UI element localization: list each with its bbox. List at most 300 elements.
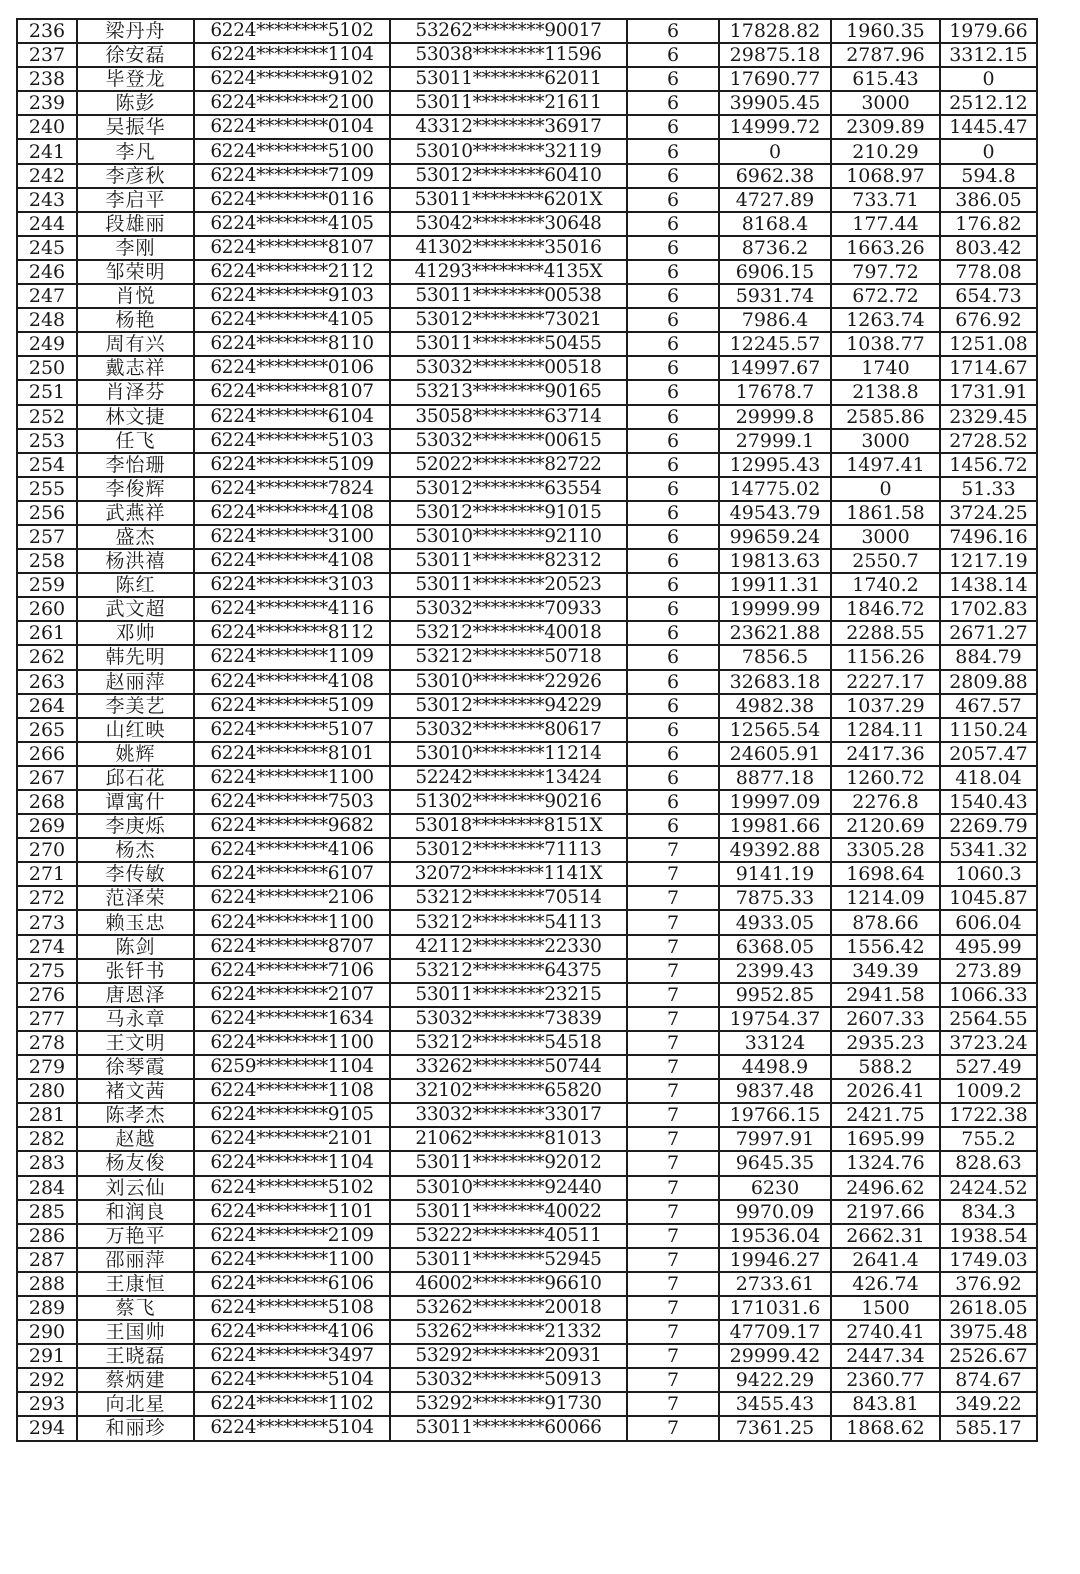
amount-c-cell: 386.05 xyxy=(940,188,1037,212)
group-cell: 6 xyxy=(627,645,719,669)
name-cell: 王康恒 xyxy=(77,1272,194,1296)
name-cell: 李凡 xyxy=(77,139,194,163)
bank-card-cell: 6224********1100 xyxy=(194,1031,390,1055)
amount-c-cell: 418.04 xyxy=(940,766,1037,790)
table-row xyxy=(17,1055,1037,1079)
amount-b-cell: 1497.41 xyxy=(831,453,940,477)
amount-b-cell: 1740 xyxy=(831,356,940,380)
table-row xyxy=(17,1176,1037,1200)
bank-card-cell: 6224********4106 xyxy=(194,1320,390,1344)
name-cell: 徐琴霞 xyxy=(77,1055,194,1079)
group-cell: 7 xyxy=(627,1079,719,1103)
group-cell: 6 xyxy=(627,43,719,67)
group-cell: 7 xyxy=(627,1296,719,1320)
id-number-cell: 41293********4135X xyxy=(390,260,627,284)
amount-a-cell: 19536.04 xyxy=(719,1224,831,1248)
group-cell: 6 xyxy=(627,742,719,766)
amount-c-cell: 1979.66 xyxy=(940,19,1037,43)
amount-c-cell: 0 xyxy=(940,67,1037,91)
table-row xyxy=(17,43,1037,67)
table-row xyxy=(17,236,1037,260)
bank-card-cell: 6224********2106 xyxy=(194,886,390,910)
id-number-cell: 53010********32119 xyxy=(390,139,627,163)
row-number-cell: 268 xyxy=(17,790,77,814)
table-row xyxy=(17,525,1037,549)
amount-a-cell: 27999.1 xyxy=(719,429,831,453)
amount-a-cell: 14999.72 xyxy=(719,115,831,139)
id-number-cell: 53032********73839 xyxy=(390,1007,627,1031)
amount-a-cell: 19813.63 xyxy=(719,549,831,573)
table-row xyxy=(17,742,1037,766)
amount-b-cell: 2641.4 xyxy=(831,1248,940,1272)
bank-card-cell: 6224********1104 xyxy=(194,1151,390,1175)
id-number-cell: 53032********00518 xyxy=(390,356,627,380)
amount-b-cell: 3305.28 xyxy=(831,838,940,862)
amount-b-cell: 1263.74 xyxy=(831,308,940,332)
amount-a-cell: 49543.79 xyxy=(719,501,831,525)
id-number-cell: 53032********80617 xyxy=(390,718,627,742)
amount-c-cell: 1722.38 xyxy=(940,1103,1037,1127)
group-cell: 6 xyxy=(627,19,719,43)
group-cell: 6 xyxy=(627,549,719,573)
amount-c-cell: 376.92 xyxy=(940,1272,1037,1296)
group-cell: 7 xyxy=(627,1103,719,1127)
name-cell: 盛杰 xyxy=(77,525,194,549)
bank-card-cell: 6224********4105 xyxy=(194,212,390,236)
bank-card-cell: 6224********5102 xyxy=(194,19,390,43)
id-number-cell: 32102********65820 xyxy=(390,1079,627,1103)
group-cell: 7 xyxy=(627,959,719,983)
amount-a-cell: 19766.15 xyxy=(719,1103,831,1127)
name-cell: 蔡炳建 xyxy=(77,1368,194,1392)
amount-b-cell: 349.39 xyxy=(831,959,940,983)
group-cell: 6 xyxy=(627,212,719,236)
name-cell: 周有兴 xyxy=(77,332,194,356)
amount-b-cell: 2607.33 xyxy=(831,1007,940,1031)
amount-a-cell: 6230 xyxy=(719,1176,831,1200)
row-number-cell: 262 xyxy=(17,645,77,669)
amount-b-cell: 2276.8 xyxy=(831,790,940,814)
amount-b-cell: 615.43 xyxy=(831,67,940,91)
bank-card-cell: 6224********8110 xyxy=(194,332,390,356)
table-row xyxy=(17,1416,1037,1440)
row-number-cell: 265 xyxy=(17,718,77,742)
bank-card-cell: 6224********1100 xyxy=(194,1248,390,1272)
amount-c-cell: 778.08 xyxy=(940,260,1037,284)
id-number-cell: 53010********92110 xyxy=(390,525,627,549)
row-number-cell: 243 xyxy=(17,188,77,212)
table-row xyxy=(17,212,1037,236)
id-number-cell: 53262********21332 xyxy=(390,1320,627,1344)
name-cell: 唐恩泽 xyxy=(77,983,194,1007)
row-number-cell: 291 xyxy=(17,1344,77,1368)
name-cell: 王晓磊 xyxy=(77,1344,194,1368)
amount-c-cell: 1702.83 xyxy=(940,597,1037,621)
group-cell: 6 xyxy=(627,67,719,91)
group-cell: 6 xyxy=(627,429,719,453)
table-row xyxy=(17,260,1037,284)
group-cell: 7 xyxy=(627,862,719,886)
name-cell: 褚文茜 xyxy=(77,1079,194,1103)
row-number-cell: 279 xyxy=(17,1055,77,1079)
id-number-cell: 53010********92440 xyxy=(390,1176,627,1200)
amount-a-cell: 6906.15 xyxy=(719,260,831,284)
amount-a-cell: 0 xyxy=(719,139,831,163)
row-number-cell: 245 xyxy=(17,236,77,260)
id-number-cell: 33032********33017 xyxy=(390,1103,627,1127)
id-number-cell: 35058********63714 xyxy=(390,405,627,429)
id-number-cell: 52242********13424 xyxy=(390,766,627,790)
id-number-cell: 53011********60066 xyxy=(390,1416,627,1440)
amount-a-cell: 7986.4 xyxy=(719,308,831,332)
table-row xyxy=(17,164,1037,188)
bank-card-cell: 6224********5108 xyxy=(194,1296,390,1320)
amount-a-cell: 8736.2 xyxy=(719,236,831,260)
group-cell: 7 xyxy=(627,1031,719,1055)
name-cell: 杨杰 xyxy=(77,838,194,862)
amount-c-cell: 3724.25 xyxy=(940,501,1037,525)
name-cell: 徐安磊 xyxy=(77,43,194,67)
table-row xyxy=(17,1320,1037,1344)
amount-c-cell: 51.33 xyxy=(940,477,1037,501)
id-number-cell: 41302********35016 xyxy=(390,236,627,260)
amount-c-cell: 1066.33 xyxy=(940,983,1037,1007)
table-row xyxy=(17,814,1037,838)
id-number-cell: 53012********71113 xyxy=(390,838,627,862)
amount-c-cell: 273.89 xyxy=(940,959,1037,983)
row-number-cell: 257 xyxy=(17,525,77,549)
amount-b-cell: 1214.09 xyxy=(831,886,940,910)
bank-card-cell: 6224********1634 xyxy=(194,1007,390,1031)
group-cell: 7 xyxy=(627,1368,719,1392)
amount-b-cell: 2138.8 xyxy=(831,380,940,404)
data-table xyxy=(16,18,1038,1442)
amount-a-cell: 19946.27 xyxy=(719,1248,831,1272)
row-number-cell: 293 xyxy=(17,1392,77,1416)
id-number-cell: 53018********8151X xyxy=(390,814,627,838)
amount-c-cell: 1060.3 xyxy=(940,862,1037,886)
bank-card-cell: 6224********5107 xyxy=(194,718,390,742)
group-cell: 7 xyxy=(627,1416,719,1440)
id-number-cell: 53011********23215 xyxy=(390,983,627,1007)
table-row xyxy=(17,766,1037,790)
bank-card-cell: 6224********5109 xyxy=(194,694,390,718)
table-row xyxy=(17,549,1037,573)
amount-a-cell: 8877.18 xyxy=(719,766,831,790)
id-number-cell: 53012********91015 xyxy=(390,501,627,525)
group-cell: 7 xyxy=(627,1248,719,1272)
amount-c-cell: 585.17 xyxy=(940,1416,1037,1440)
amount-a-cell: 19997.09 xyxy=(719,790,831,814)
row-number-cell: 252 xyxy=(17,405,77,429)
bank-card-cell: 6224********2107 xyxy=(194,983,390,1007)
bank-card-cell: 6224********1100 xyxy=(194,910,390,934)
id-number-cell: 53032********50913 xyxy=(390,1368,627,1392)
name-cell: 杨洪禧 xyxy=(77,549,194,573)
table-row xyxy=(17,886,1037,910)
row-number-cell: 249 xyxy=(17,332,77,356)
row-number-cell: 282 xyxy=(17,1127,77,1151)
amount-b-cell: 1663.26 xyxy=(831,236,940,260)
row-number-cell: 292 xyxy=(17,1368,77,1392)
row-number-cell: 237 xyxy=(17,43,77,67)
amount-a-cell: 49392.88 xyxy=(719,838,831,862)
amount-a-cell: 4982.38 xyxy=(719,694,831,718)
amount-c-cell: 1749.03 xyxy=(940,1248,1037,1272)
name-cell: 陈孝杰 xyxy=(77,1103,194,1127)
table-row xyxy=(17,1392,1037,1416)
row-number-cell: 242 xyxy=(17,164,77,188)
row-number-cell: 236 xyxy=(17,19,77,43)
table-row xyxy=(17,1368,1037,1392)
id-number-cell: 52022********82722 xyxy=(390,453,627,477)
group-cell: 6 xyxy=(627,814,719,838)
group-cell: 7 xyxy=(627,1055,719,1079)
id-number-cell: 53011********50455 xyxy=(390,332,627,356)
amount-b-cell: 210.29 xyxy=(831,139,940,163)
name-cell: 陈红 xyxy=(77,573,194,597)
amount-b-cell: 1556.42 xyxy=(831,935,940,959)
amount-c-cell: 1731.91 xyxy=(940,380,1037,404)
group-cell: 6 xyxy=(627,139,719,163)
row-number-cell: 241 xyxy=(17,139,77,163)
table-row xyxy=(17,67,1037,91)
amount-b-cell: 2550.7 xyxy=(831,549,940,573)
id-number-cell: 53011********92012 xyxy=(390,1151,627,1175)
amount-a-cell: 6368.05 xyxy=(719,935,831,959)
amount-a-cell: 5931.74 xyxy=(719,284,831,308)
id-number-cell: 53212********40018 xyxy=(390,621,627,645)
table-row xyxy=(17,284,1037,308)
amount-c-cell: 495.99 xyxy=(940,935,1037,959)
id-number-cell: 32072********1141X xyxy=(390,862,627,886)
name-cell: 赵越 xyxy=(77,1127,194,1151)
group-cell: 7 xyxy=(627,1320,719,1344)
id-number-cell: 53011********00538 xyxy=(390,284,627,308)
bank-card-cell: 6224********5104 xyxy=(194,1416,390,1440)
table-row xyxy=(17,790,1037,814)
table-row xyxy=(17,453,1037,477)
amount-c-cell: 7496.16 xyxy=(940,525,1037,549)
amount-b-cell: 426.74 xyxy=(831,1272,940,1296)
id-number-cell: 53012********73021 xyxy=(390,308,627,332)
amount-a-cell: 12565.54 xyxy=(719,718,831,742)
amount-b-cell: 1695.99 xyxy=(831,1127,940,1151)
bank-card-cell: 6224********4105 xyxy=(194,308,390,332)
amount-a-cell: 12245.57 xyxy=(719,332,831,356)
amount-c-cell: 3723.24 xyxy=(940,1031,1037,1055)
table-row xyxy=(17,1248,1037,1272)
amount-c-cell: 0 xyxy=(940,139,1037,163)
amount-c-cell: 176.82 xyxy=(940,212,1037,236)
table-row xyxy=(17,1272,1037,1296)
amount-b-cell: 1500 xyxy=(831,1296,940,1320)
bank-card-cell: 6224********7106 xyxy=(194,959,390,983)
bank-card-cell: 6224********0104 xyxy=(194,115,390,139)
bank-card-cell: 6224********1101 xyxy=(194,1200,390,1224)
amount-b-cell: 2496.62 xyxy=(831,1176,940,1200)
name-cell: 肖泽芬 xyxy=(77,380,194,404)
table-row xyxy=(17,429,1037,453)
table-row xyxy=(17,838,1037,862)
name-cell: 李怡珊 xyxy=(77,453,194,477)
row-number-cell: 276 xyxy=(17,983,77,1007)
row-number-cell: 248 xyxy=(17,308,77,332)
id-number-cell: 53011********62011 xyxy=(390,67,627,91)
bank-card-cell: 6224********2101 xyxy=(194,1127,390,1151)
group-cell: 7 xyxy=(627,1176,719,1200)
amount-c-cell: 2329.45 xyxy=(940,405,1037,429)
table-row xyxy=(17,1079,1037,1103)
amount-b-cell: 1861.58 xyxy=(831,501,940,525)
name-cell: 邱石花 xyxy=(77,766,194,790)
row-number-cell: 283 xyxy=(17,1151,77,1175)
bank-card-cell: 6224********1100 xyxy=(194,766,390,790)
id-number-cell: 53011********6201X xyxy=(390,188,627,212)
bank-card-cell: 6224********1102 xyxy=(194,1392,390,1416)
name-cell: 戴志祥 xyxy=(77,356,194,380)
row-number-cell: 239 xyxy=(17,91,77,115)
id-number-cell: 53012********94229 xyxy=(390,694,627,718)
id-number-cell: 53212********54113 xyxy=(390,910,627,934)
amount-c-cell: 594.8 xyxy=(940,164,1037,188)
bank-card-cell: 6224********2112 xyxy=(194,260,390,284)
amount-a-cell: 24605.91 xyxy=(719,742,831,766)
amount-a-cell: 47709.17 xyxy=(719,1320,831,1344)
name-cell: 林文捷 xyxy=(77,405,194,429)
row-number-cell: 253 xyxy=(17,429,77,453)
amount-c-cell: 874.67 xyxy=(940,1368,1037,1392)
amount-c-cell: 1540.43 xyxy=(940,790,1037,814)
id-number-cell: 53292********20931 xyxy=(390,1344,627,1368)
group-cell: 7 xyxy=(627,886,719,910)
amount-a-cell: 19999.99 xyxy=(719,597,831,621)
amount-c-cell: 2424.52 xyxy=(940,1176,1037,1200)
amount-b-cell: 1037.29 xyxy=(831,694,940,718)
amount-b-cell: 2026.41 xyxy=(831,1079,940,1103)
amount-c-cell: 1456.72 xyxy=(940,453,1037,477)
bank-card-cell: 6224********4116 xyxy=(194,597,390,621)
bank-card-cell: 6224********8107 xyxy=(194,236,390,260)
group-cell: 6 xyxy=(627,670,719,694)
table-row xyxy=(17,188,1037,212)
name-cell: 肖悦 xyxy=(77,284,194,308)
amount-a-cell: 9645.35 xyxy=(719,1151,831,1175)
table-row xyxy=(17,19,1037,43)
bank-card-cell: 6224********1104 xyxy=(194,43,390,67)
bank-card-cell: 6224********2100 xyxy=(194,91,390,115)
amount-c-cell: 2512.12 xyxy=(940,91,1037,115)
table-row xyxy=(17,356,1037,380)
bank-card-cell: 6224********2109 xyxy=(194,1224,390,1248)
name-cell: 王国帅 xyxy=(77,1320,194,1344)
amount-a-cell: 2733.61 xyxy=(719,1272,831,1296)
id-number-cell: 53011********21611 xyxy=(390,91,627,115)
id-number-cell: 51302********90216 xyxy=(390,790,627,814)
amount-a-cell: 12995.43 xyxy=(719,453,831,477)
table-row xyxy=(17,597,1037,621)
group-cell: 6 xyxy=(627,284,719,308)
table-row xyxy=(17,405,1037,429)
amount-c-cell: 1714.67 xyxy=(940,356,1037,380)
id-number-cell: 53042********30648 xyxy=(390,212,627,236)
table-row xyxy=(17,1151,1037,1175)
id-number-cell: 43312********36917 xyxy=(390,115,627,139)
amount-a-cell: 9970.09 xyxy=(719,1200,831,1224)
amount-c-cell: 803.42 xyxy=(940,236,1037,260)
amount-a-cell: 9141.19 xyxy=(719,862,831,886)
table-row xyxy=(17,621,1037,645)
row-number-cell: 289 xyxy=(17,1296,77,1320)
table-row xyxy=(17,308,1037,332)
group-cell: 6 xyxy=(627,164,719,188)
amount-c-cell: 1217.19 xyxy=(940,549,1037,573)
amount-b-cell: 1284.11 xyxy=(831,718,940,742)
amount-a-cell: 3455.43 xyxy=(719,1392,831,1416)
row-number-cell: 281 xyxy=(17,1103,77,1127)
amount-b-cell: 2288.55 xyxy=(831,621,940,645)
amount-c-cell: 467.57 xyxy=(940,694,1037,718)
amount-b-cell: 2360.77 xyxy=(831,1368,940,1392)
amount-a-cell: 19754.37 xyxy=(719,1007,831,1031)
row-number-cell: 290 xyxy=(17,1320,77,1344)
id-number-cell: 53032********00615 xyxy=(390,429,627,453)
amount-b-cell: 733.71 xyxy=(831,188,940,212)
row-number-cell: 286 xyxy=(17,1224,77,1248)
amount-b-cell: 2662.31 xyxy=(831,1224,940,1248)
group-cell: 6 xyxy=(627,91,719,115)
amount-b-cell: 2417.36 xyxy=(831,742,940,766)
amount-c-cell: 606.04 xyxy=(940,910,1037,934)
table-row xyxy=(17,935,1037,959)
amount-c-cell: 2671.27 xyxy=(940,621,1037,645)
amount-a-cell: 29999.8 xyxy=(719,405,831,429)
name-cell: 万艳平 xyxy=(77,1224,194,1248)
bank-card-cell: 6224********5104 xyxy=(194,1368,390,1392)
row-number-cell: 273 xyxy=(17,910,77,934)
amount-c-cell: 349.22 xyxy=(940,1392,1037,1416)
amount-b-cell: 2120.69 xyxy=(831,814,940,838)
row-number-cell: 288 xyxy=(17,1272,77,1296)
bank-card-cell: 6224********1108 xyxy=(194,1079,390,1103)
row-number-cell: 244 xyxy=(17,212,77,236)
group-cell: 6 xyxy=(627,694,719,718)
row-number-cell: 240 xyxy=(17,115,77,139)
table-row xyxy=(17,1200,1037,1224)
amount-a-cell: 7856.5 xyxy=(719,645,831,669)
id-number-cell: 42112********22330 xyxy=(390,935,627,959)
amount-b-cell: 1260.72 xyxy=(831,766,940,790)
amount-a-cell: 7997.91 xyxy=(719,1127,831,1151)
name-cell: 赖玉忠 xyxy=(77,910,194,934)
row-number-cell: 255 xyxy=(17,477,77,501)
bank-card-cell: 6224********8101 xyxy=(194,742,390,766)
bank-card-cell: 6224********7824 xyxy=(194,477,390,501)
bank-card-cell: 6224********3497 xyxy=(194,1344,390,1368)
group-cell: 6 xyxy=(627,332,719,356)
group-cell: 7 xyxy=(627,838,719,862)
id-number-cell: 46002********96610 xyxy=(390,1272,627,1296)
bank-card-cell: 6224********7109 xyxy=(194,164,390,188)
row-number-cell: 251 xyxy=(17,380,77,404)
name-cell: 张钎书 xyxy=(77,959,194,983)
row-number-cell: 259 xyxy=(17,573,77,597)
amount-a-cell: 99659.24 xyxy=(719,525,831,549)
amount-c-cell: 3975.48 xyxy=(940,1320,1037,1344)
row-number-cell: 247 xyxy=(17,284,77,308)
amount-a-cell: 19911.31 xyxy=(719,573,831,597)
table-row xyxy=(17,670,1037,694)
